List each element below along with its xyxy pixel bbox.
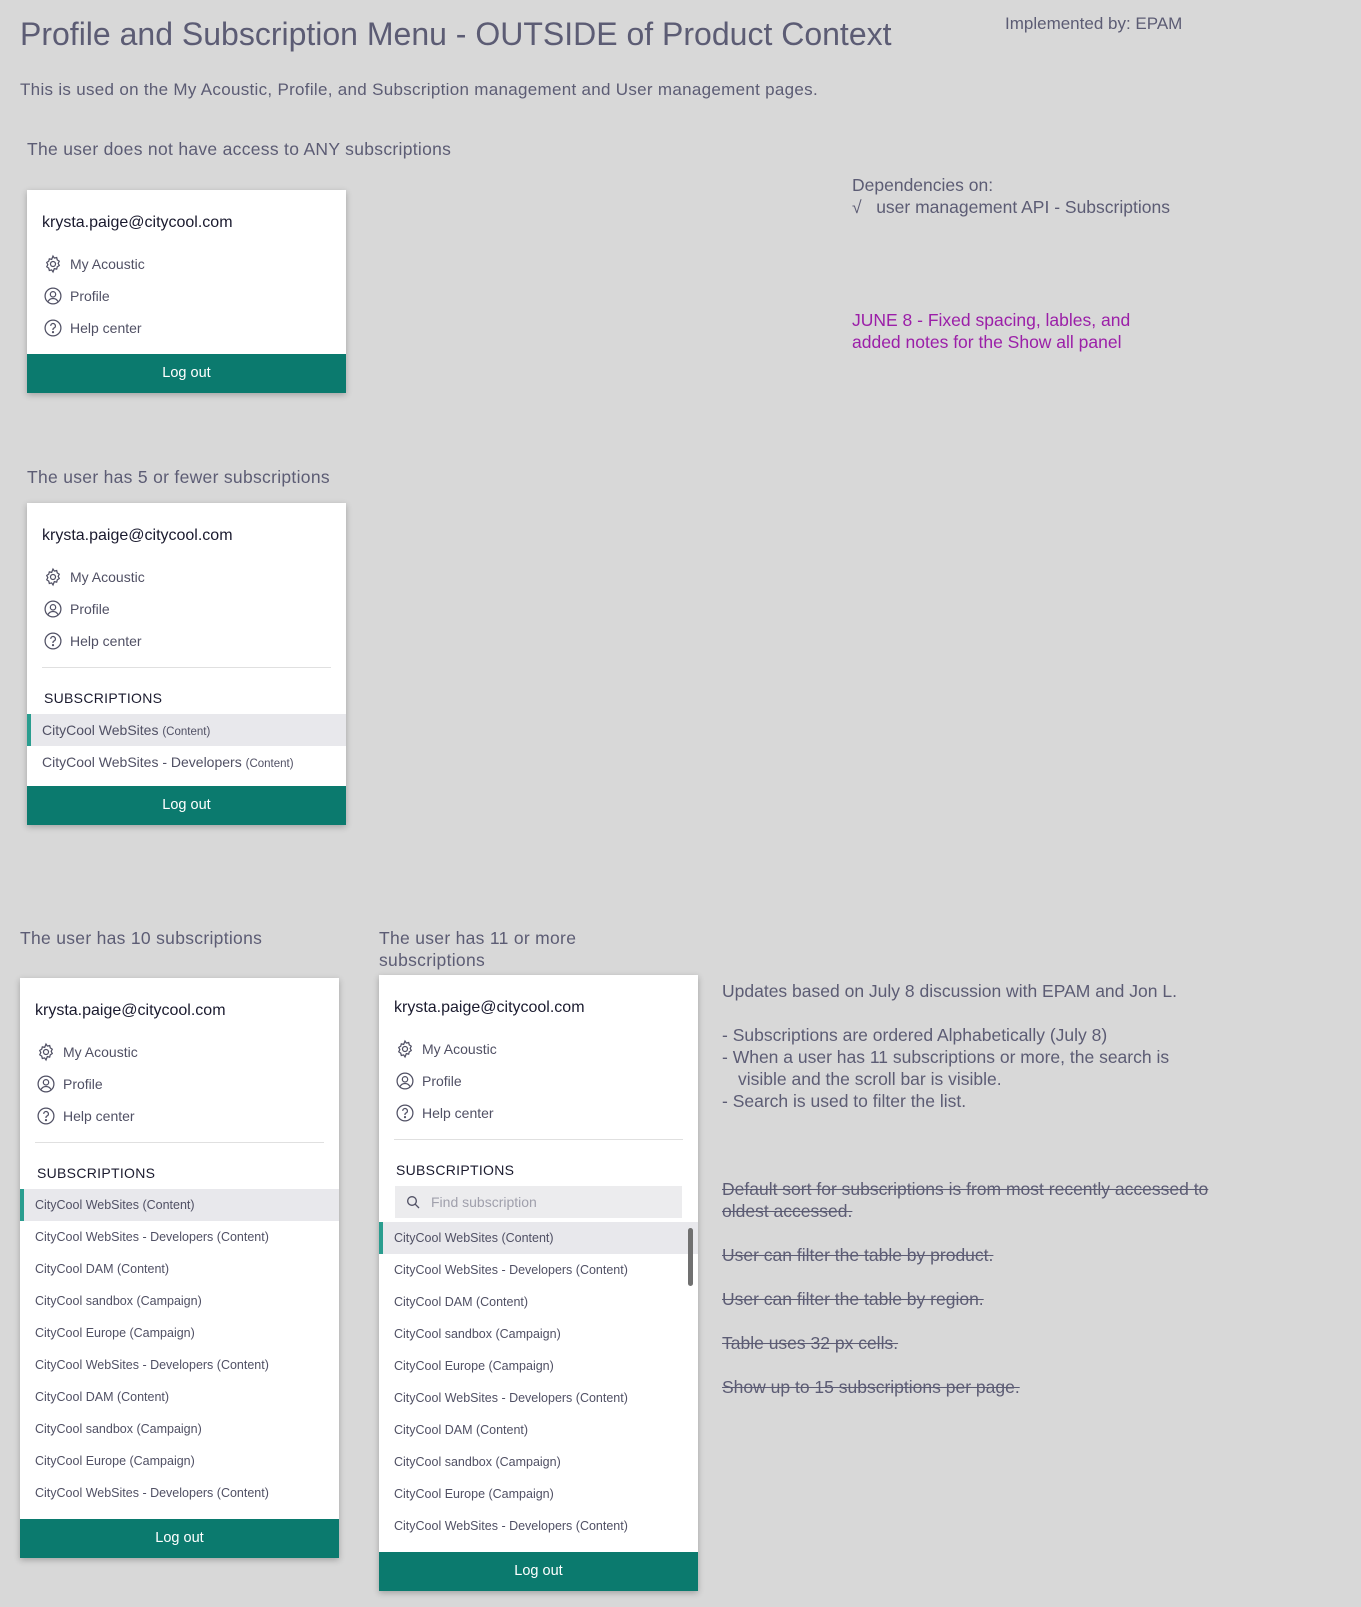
search-icon (405, 1194, 421, 1210)
user-email: krysta.paige@citycool.com (42, 527, 233, 544)
menu-item-profile[interactable] (379, 1065, 698, 1097)
subscription-item[interactable]: CityCool Europe (Campaign) (394, 1487, 554, 1501)
menu-item-label: Help center (70, 633, 142, 649)
subscription-name: CityCool WebSites (42, 722, 159, 738)
subscription-name: CityCool WebSites - Developers (42, 754, 242, 770)
user-circle-icon (43, 286, 63, 306)
subscription-item[interactable] (27, 714, 346, 746)
notes-struck-item: User can filter the table by product. (722, 1245, 994, 1265)
menu-item-label: My Acoustic (422, 1041, 497, 1057)
june-note: JUNE 8 - Fixed spacing, lables, and added notes for the Show all panel (852, 310, 1131, 352)
menu-item-my-acoustic[interactable] (27, 561, 346, 593)
gear-icon (43, 254, 63, 274)
logout-button[interactable]: Log out (27, 354, 346, 393)
profile-menu-no-subs (27, 190, 346, 393)
subscription-item[interactable]: CityCool Europe (Campaign) (35, 1454, 195, 1468)
subscription-item[interactable]: CityCool WebSites - Developers (Content) (35, 1230, 269, 1244)
menu-item-label: Profile (63, 1076, 103, 1092)
subscriptions-header: SUBSCRIPTIONS (396, 1162, 515, 1178)
help-icon (43, 318, 63, 338)
notes-struck-item: Default sort for subscriptions is from most recently accessed to oldest accessed. (722, 1179, 1209, 1221)
subscription-item[interactable]: CityCool Europe (Campaign) (394, 1359, 554, 1373)
gear-icon (43, 567, 63, 587)
profile-menu-eleven-subs (379, 975, 698, 1591)
subscription-item[interactable]: CityCool sandbox (Campaign) (35, 1294, 202, 1308)
subscription-item[interactable]: CityCool DAM (Content) (394, 1295, 529, 1309)
notes-bullet: - Search is used to filter the list. (722, 1091, 967, 1111)
section-label-ten-subs: The user has 10 subscriptions (20, 928, 263, 948)
menu-item-my-acoustic[interactable] (379, 1033, 698, 1065)
help-icon (36, 1106, 56, 1126)
menu-item-my-acoustic[interactable] (27, 248, 346, 280)
subscription-item[interactable]: CityCool sandbox (Campaign) (35, 1422, 202, 1436)
subscription-item[interactable]: CityCool WebSites - Developers (Content) (35, 1358, 269, 1372)
subscription-item[interactable]: CityCool Europe (Campaign) (35, 1326, 195, 1340)
help-icon (43, 631, 63, 651)
section-label-five-subs: The user has 5 or fewer subscriptions (27, 467, 330, 487)
page-subtitle: This is used on the My Acoustic, Profile, and Subscription management and User management pages. (20, 80, 818, 99)
user-circle-icon (36, 1074, 56, 1094)
menu-item-help-center[interactable] (379, 1097, 698, 1129)
subscription-item[interactable]: CityCool DAM (Content) (394, 1423, 529, 1437)
scrollbar[interactable] (688, 1228, 693, 1286)
subscriptions-header: SUBSCRIPTIONS (37, 1165, 156, 1181)
user-circle-icon (43, 599, 63, 619)
subscription-item[interactable]: CityCool WebSites - Developers (Content) (394, 1519, 628, 1533)
user-email: krysta.paige@citycool.com (42, 214, 233, 231)
menu-item-profile[interactable] (20, 1068, 339, 1100)
subscription-item[interactable] (27, 746, 346, 778)
menu-item-label: Help center (70, 320, 142, 336)
menu-item-label: My Acoustic (63, 1044, 138, 1060)
subscription-item[interactable]: CityCool WebSites - Developers (Content) (35, 1486, 269, 1500)
subscriptions-header: SUBSCRIPTIONS (44, 690, 163, 706)
help-icon (395, 1103, 415, 1123)
user-email: krysta.paige@citycool.com (394, 999, 585, 1016)
menu-item-label: Help center (422, 1105, 494, 1121)
notes-bullet: - Subscriptions are ordered Alphabetically (July 8) (722, 1025, 1108, 1045)
profile-menu-five-subs (27, 503, 346, 825)
notes-bullet: visible and the scroll bar is visible. (738, 1069, 1002, 1089)
gear-icon (395, 1039, 415, 1059)
subscription-item[interactable]: CityCool WebSites - Developers (Content) (394, 1263, 628, 1277)
menu-item-label: Profile (70, 288, 110, 304)
dependencies-item: √ user management API - Subscriptions (852, 197, 1170, 217)
subscription-item[interactable]: CityCool DAM (Content) (35, 1390, 170, 1404)
search-input[interactable] (429, 1193, 663, 1211)
subscription-item[interactable]: CityCool sandbox (Campaign) (394, 1455, 561, 1469)
logout-button[interactable]: Log out (20, 1519, 339, 1558)
menu-item-profile[interactable] (27, 280, 346, 312)
notes-struck-item: Table uses 32 px cells. (722, 1333, 899, 1353)
notes-heading: Updates based on July 8 discussion with EPAM and Jon L. (722, 981, 1177, 1001)
page-title: Profile and Subscription Menu - OUTSIDE of Product Context (20, 16, 892, 52)
update-notes (722, 980, 1242, 1398)
menu-item-label: Profile (422, 1073, 462, 1089)
subscription-search (395, 1186, 682, 1218)
user-email: krysta.paige@citycool.com (35, 1002, 226, 1019)
subscription-item[interactable]: CityCool WebSites (Content) (379, 1222, 698, 1254)
menu-item-profile[interactable] (27, 593, 346, 625)
gear-icon (36, 1042, 56, 1062)
profile-menu-ten-subs (20, 978, 339, 1558)
subscription-item[interactable]: CityCool DAM (Content) (35, 1262, 170, 1276)
menu-item-help-center[interactable] (27, 312, 346, 344)
section-label-eleven-subs: The user has 11 or more subscriptions (379, 928, 577, 970)
menu-item-my-acoustic[interactable] (20, 1036, 339, 1068)
implemented-by: Implemented by: EPAM (1005, 14, 1183, 33)
notes-bullet: - When a user has 11 subscriptions or more, the search is (722, 1047, 1170, 1067)
menu-item-help-center[interactable] (20, 1100, 339, 1132)
logout-button[interactable]: Log out (379, 1552, 698, 1591)
menu-item-label: Profile (70, 601, 110, 617)
notes-struck-item: User can filter the table by region. (722, 1289, 984, 1309)
dependencies-note (852, 174, 1170, 218)
menu-item-label: Help center (63, 1108, 135, 1124)
notes-struck-item: Show up to 15 subscriptions per page. (722, 1377, 1020, 1397)
menu-item-label: My Acoustic (70, 256, 145, 272)
subscription-item[interactable]: CityCool WebSites - Developers (Content) (394, 1391, 628, 1405)
user-circle-icon (395, 1071, 415, 1091)
subscription-item[interactable]: CityCool sandbox (Campaign) (394, 1327, 561, 1341)
menu-item-label: My Acoustic (70, 569, 145, 585)
logout-button[interactable]: Log out (27, 786, 346, 825)
subscription-list[interactable] (379, 1222, 698, 1542)
subscription-tag: (Content) (245, 758, 294, 770)
subscription-item[interactable]: CityCool WebSites (Content) (20, 1189, 339, 1221)
dependencies-heading: Dependencies on: (852, 175, 994, 195)
menu-item-help-center[interactable] (27, 625, 346, 657)
subscription-tag: (Content) (162, 726, 211, 738)
section-label-no-subs: The user does not have access to ANY subscriptions (27, 139, 452, 159)
